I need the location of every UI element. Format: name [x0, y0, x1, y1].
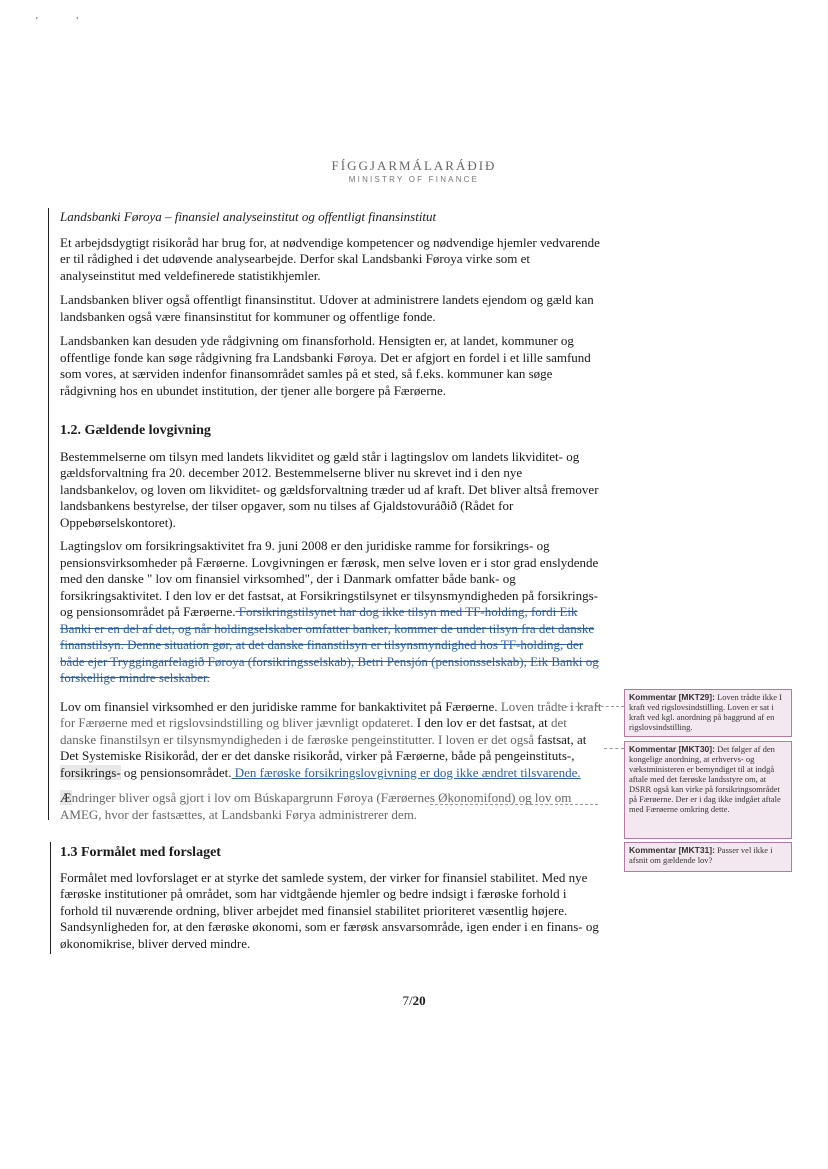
commented-text: Loven trådte i kraft for Færøerne med et rigslovsindstilling og bliver jævnligt opdateret.	[60, 698, 602, 730]
paragraph: Formålet med lovforslaget er at styrke det samlede system, der virker for finansiel stabilitet. Med nye færøske institutioner på området, som har vidtgående hjemler og bedre indsigt i færøske forhold i forhold til nuværende ordning, bliver arbejdet med finansiel stabilitet prioriteret væsentlig højere. Sandsynligheden for, at den færøske økonomi, som er færøsk ansvarsområde, igen ender i en finans- og økonomikrise, bliver derved mindre.	[60, 869, 599, 951]
comment-leader-line	[604, 748, 624, 749]
comment-leader-line	[560, 706, 624, 707]
comment-text: Loven trådte ikke I kraft ved rigslovsindstilling. Loven er sat i kraft ved kgl. anordning på baggrund af en rigslovsindstilling.	[629, 692, 782, 732]
comment-label: Kommentar [MKT31]:	[629, 845, 715, 855]
comment-mkt29[interactable]	[624, 689, 792, 737]
comment-text: Passer vel ikke i afsnit om gældende lov?	[629, 845, 773, 865]
commented-text: det danske finanstilsyn er tilsynsmyndigheden i de færøske pengeinstitutter. I loven er det også	[60, 715, 567, 747]
commented-text: Æ	[60, 790, 72, 805]
comment-text: Det følger af den kongelige anordning, at erhvervs- og vækstministeren er bemyndiget til at indgå aftale med det færøske landsstyre om, at DSRR også kan virke på forsikringsområdet på Færøerne. Der er i dag ikke indgået aftale med Færøerne omkring dette.	[629, 744, 781, 814]
paragraph-text: ndringer bliver også gjort i lov om Búskapargrunn Føroya (Færøernes Økonomifond) og lov om AMEG, hvor der fastsættes, at Landsbanki Førya administrerer dem.	[60, 790, 572, 822]
change-bar	[48, 208, 49, 820]
section-intro-title: Landsbanki Føroya – finansiel analyseinstitut og offentligt finansinstitut	[60, 209, 437, 224]
page-number	[0, 993, 828, 1009]
section-gaeldende-lovgivning	[60, 423, 602, 823]
comment-label: Kommentar [MKT30]:	[629, 744, 715, 754]
paragraph	[60, 538, 602, 687]
paragraph: Landsbanken kan desuden yde rådgivning om finansforhold. Hensigten er, at landet, kommuner og offentlige fonde kan søge rådgivning fra Landsbanki Føroya. Det er afgjort en fordel i et lille samfund som vores, at særviden indenfor finansområdet samles på et sted, så f.eks. kommuner kan søge rådgivning hos en ubundet institution, der tjener alle borgere på Færøerne.	[60, 333, 591, 398]
paragraph: Bestemmelserne om tilsyn med landets likviditet og gæld står i lagtingslov om landets likviditet- og gældsforvaltning fra 20. december 2012. Bestemmelserne bliver nu skrevet ind i den nye landsbankelov, og loven om likviditet- og gældsforvaltning træder ud af kraft. Det bliver altså fremover landsbankens bestyrelse, der tilser opgaver, som nu tilses af Gjaldstovuráðið (Rådet for Oppebørselskontoret).	[60, 448, 599, 530]
paragraph	[60, 699, 602, 782]
page-current: 7	[402, 993, 409, 1008]
paragraph: Landsbanken bliver også offentligt finansinstitut. Udover at administrere landets ejendom og gæld kan landsbanken også være finansinstitut for kommuner og offentlige fonde.	[60, 292, 594, 324]
ministry-name-english: MINISTRY OF FINANCE	[348, 175, 480, 184]
inserted-text: Den færøske forsikringslovgivning er dog ikke ændret tilsvarende.	[231, 764, 581, 780]
commented-text: forsikrings-	[60, 764, 121, 780]
change-bar	[50, 842, 51, 954]
comment-mkt30[interactable]	[624, 741, 792, 839]
section-intro	[60, 209, 602, 399]
comment-leader-line	[430, 804, 598, 805]
deleted-text: Forsikringstilsynet har dog ikke tilsyn med TF-holding, fordi Eik Banki er en del af det, og når holdingselskaber omfatter banker, kommer de under tilsyn fra det danske finanstilsyn. Denne situation gør, at det danske finanstilsyn er tilsynsmyndighed hos TF-holding, der både ejer Tryggingarfelagið Føroya (forsikringsselskab), Betri Pensjón (pensionsselskab), Eik Banki og forskellige mindre selskaber.	[60, 604, 599, 685]
top-marks: ' '	[36, 16, 97, 27]
paragraph-text: I den lov er det fastsat, at	[413, 715, 552, 730]
paragraph-text: Lagtingslov om forsikringsaktivitet fra 9. juni 2008 er den juridiske ramme for forsikrings- og pensionsvirksomheder på Færøerne. Lovgivningen er færøsk, men selve loven er i stor grad enslydende med den danske " lov om finansiel virksomhed", der i Danmark omfatter både bank- og forsikringsaktivitet. I den lov er det fastsat, at Forsikringstilsynet er tilsynsmyndigheden på forsikrings- og pensionsområdet på Færøerne.	[60, 538, 599, 619]
comment-label: Kommentar [MKT29]:	[629, 692, 715, 702]
section-formaal	[60, 845, 602, 952]
page-total: 20	[412, 993, 426, 1008]
paragraph-text: fastsat, at Det Systemiske Risikoråd, der er det danske risikoråd, virker på Færøerne, både på pengeinstituts-,	[60, 731, 587, 763]
section-heading: 1.2. Gældende lovgivning	[60, 423, 211, 438]
ministry-name-faroese: FÍGGJARMÁLARÁÐIÐ	[331, 158, 497, 173]
section-heading: 1.3 Formålet med forslaget	[60, 845, 221, 860]
paragraph: Et arbejdsdygtigt risikoråd har brug for, at nødvendige kompetencer og nødvendige hjemler vedvarende er til rådighed i det udøvende analysearbejde. Derfor skal Landsbanki Føroya virke som et analyseinstitut med veldefinerede statistikhjemler.	[60, 234, 600, 283]
paragraph-text: og pensionsområdet.	[120, 764, 232, 780]
paragraph	[60, 790, 602, 823]
page-separator: /	[408, 993, 413, 1008]
paragraph-text: Lov om finansiel virksomhed er den juridiske ramme for bankaktivitet på Færøerne.	[60, 698, 501, 714]
comment-mkt31[interactable]	[624, 842, 792, 872]
